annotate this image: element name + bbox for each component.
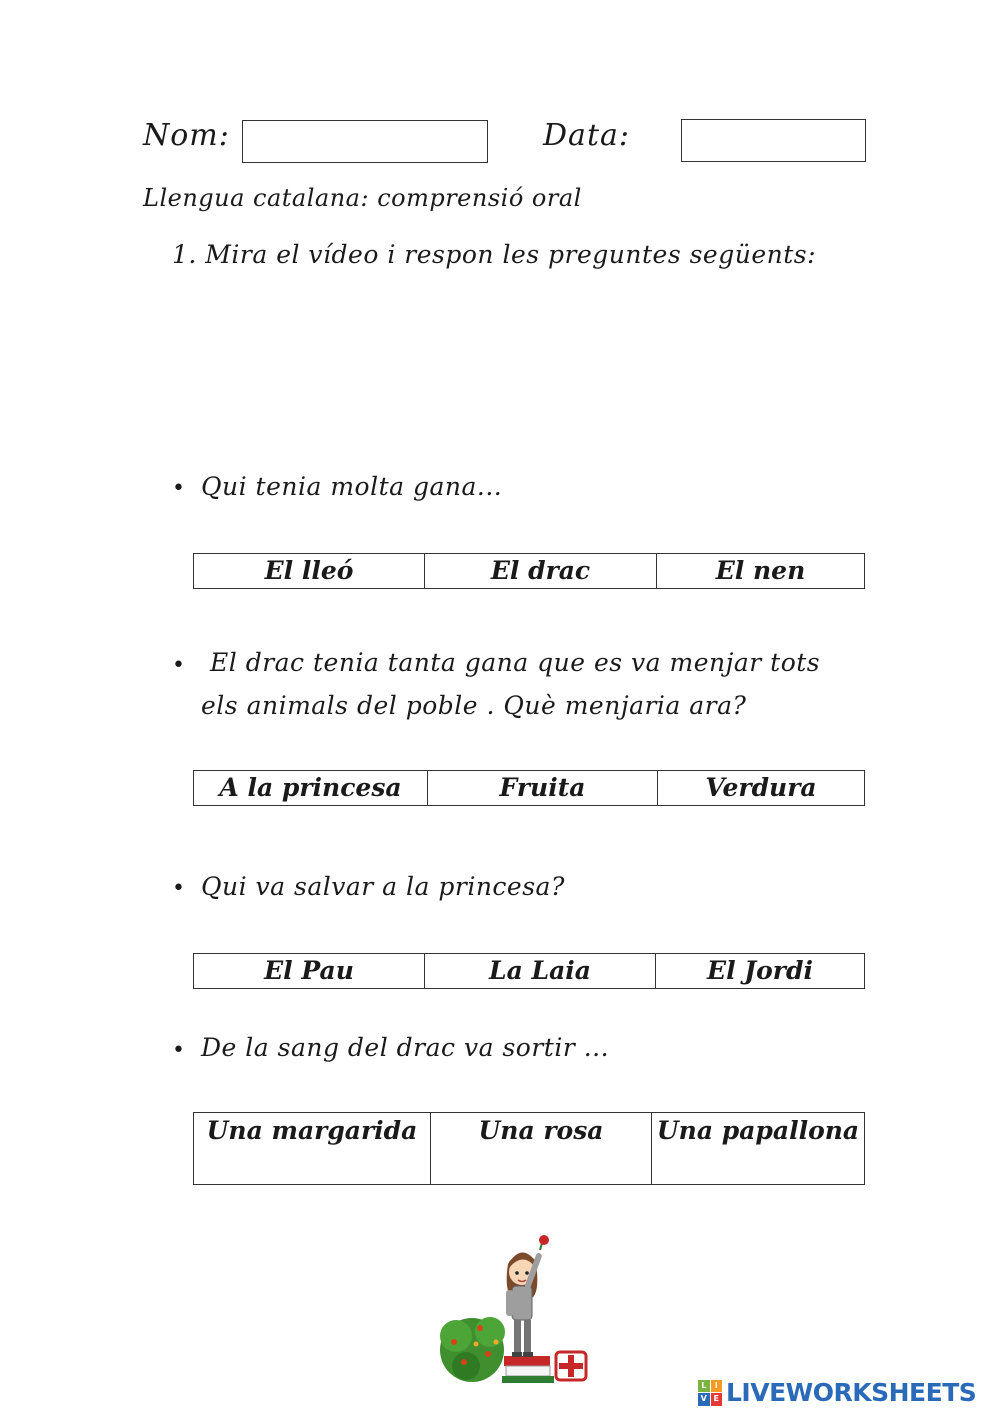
question-2-line-2: els animals del poble . Què menjaria ara? bbox=[201, 691, 747, 720]
liveworksheets-logo-icon: L I V E bbox=[698, 1380, 722, 1406]
watermark-text: LIVEWORKSHEETS bbox=[726, 1378, 977, 1407]
question-2-line-1: El drac tenia tanta gana que es va menjar tots bbox=[210, 648, 821, 677]
option-el-nen[interactable]: El nen bbox=[657, 554, 865, 589]
option-una-papallona[interactable]: Una papallona bbox=[652, 1113, 865, 1185]
option-verdura[interactable]: Verdura bbox=[658, 771, 865, 806]
question-3: Qui va salvar a la princesa? bbox=[201, 872, 565, 901]
liveworksheets-logo bbox=[698, 1378, 976, 1407]
option-el-jordi[interactable]: El Jordi bbox=[656, 954, 865, 989]
option-la-laia[interactable]: La Laia bbox=[425, 954, 656, 989]
bullet: • bbox=[172, 876, 185, 901]
bullet: • bbox=[172, 653, 185, 678]
option-el-drac[interactable]: El drac bbox=[425, 554, 657, 589]
option-el-pau[interactable]: El Pau bbox=[194, 954, 425, 989]
name-input[interactable] bbox=[242, 120, 488, 163]
option-el-lleo[interactable]: El lleó bbox=[194, 554, 425, 589]
bullet: • bbox=[172, 1038, 185, 1063]
knight-figure bbox=[506, 1252, 543, 1357]
rose-icon bbox=[539, 1235, 549, 1250]
bullet: • bbox=[172, 476, 185, 501]
option-fruita[interactable]: Fruita bbox=[428, 771, 658, 806]
options-table-2 bbox=[193, 770, 865, 806]
question-4: De la sang del drac va sortir ... bbox=[201, 1033, 610, 1062]
dragon-icon bbox=[440, 1317, 505, 1382]
options-table-3 bbox=[193, 953, 865, 989]
sant-jordi-illustration bbox=[436, 1232, 592, 1384]
question-1: Qui tenia molta gana... bbox=[201, 472, 503, 501]
option-una-rosa[interactable]: Una rosa bbox=[431, 1113, 652, 1185]
option-a-la-princesa[interactable]: A la princesa bbox=[194, 771, 428, 806]
subtitle: Llengua catalana: comprensió oral bbox=[143, 184, 582, 212]
options-table-4 bbox=[193, 1112, 865, 1185]
name-label: Nom: bbox=[143, 118, 230, 153]
date-input[interactable] bbox=[681, 119, 866, 162]
option-una-margarida[interactable]: Una margarida bbox=[194, 1113, 431, 1185]
instruction: 1. Mira el vídeo i respon les preguntes següents: bbox=[172, 240, 817, 269]
options-table-1 bbox=[193, 553, 865, 589]
date-label: Data: bbox=[543, 118, 630, 153]
